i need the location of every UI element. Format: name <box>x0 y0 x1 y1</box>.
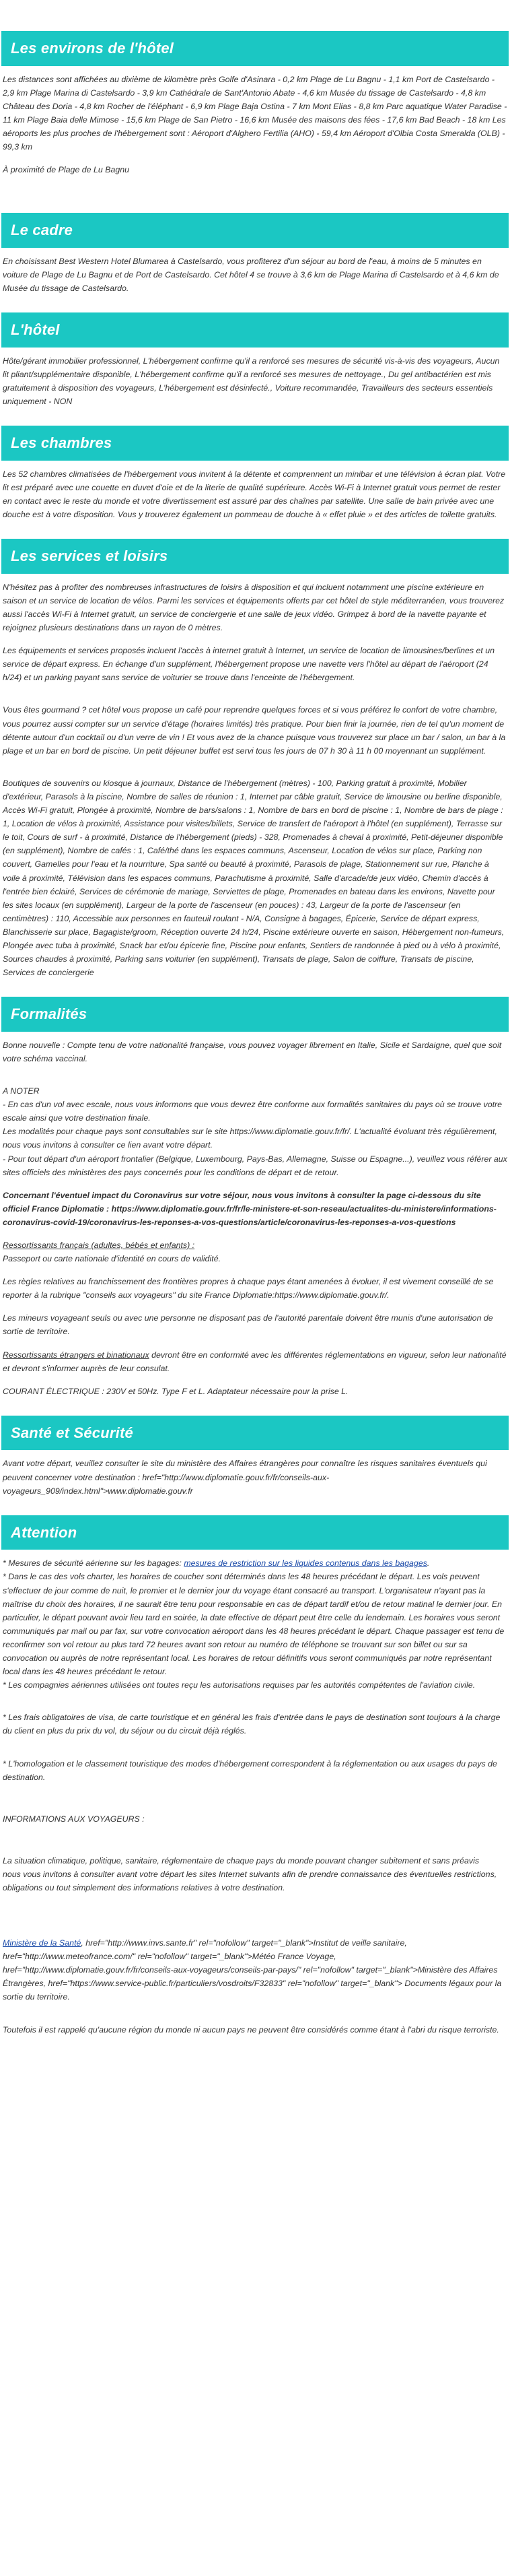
environs-proximity-text: À proximité de Plage de Lu Bagnu <box>3 165 130 175</box>
attention-baggage-text <box>3 1556 507 1570</box>
attention-invite-text: nous vous invitons à consulter avant votre départ les sites Internet suivants afin de prendre connaissance des éventuelles restrictions, obligations ou tout simplement des informations relatives à votre destination. <box>3 1869 497 1892</box>
services-dining-text: Vous êtes gourmand ? cet hôtel vous propose un café pour reprendre quelques forces et si vous préférez le confort de votre chambre, vous pourrez aussi compter sur un service d'étage (horaires limités) très pratique. Pour bien finir la journée, rien de tel qu'un moment de détente autour d'un cocktail ou d'un verre de vin ! Et vous avez de la chance puisque vous trouverez sur place un bar / salon, un bar à la plage et un bar en bord de piscine. Un petit déjeuner buffet est servi tous les jours de 07 h 30 à 11 h 00 moyennant un supplément. <box>3 705 506 756</box>
section-title-cadre: Le cadre <box>1 213 509 248</box>
section-cadre <box>0 213 510 295</box>
formalites-french-nationals-body: Passeport ou carte nationale d'identité en cours de validité. <box>3 1254 221 1264</box>
attention-links-text <box>3 1936 507 2004</box>
liquid-restrictions-link[interactable]: mesures de restriction sur les liquides contenus dans les bagages <box>184 1558 427 1568</box>
attention-terrorism-text: Toutefois il est rappelé qu'aucune région du monde ni aucun pays ne peuvent être considérés comme étant à l'abri du risque terroriste. <box>3 2024 499 2035</box>
formalites-foreigners-text <box>3 1348 507 1375</box>
attention-situation-text: La situation climatique, politique, sanitaire, réglementaire de chaque pays du monde pouvant changer subitement et sans préavis <box>3 1855 480 1865</box>
section-hotel <box>0 312 510 408</box>
attention-homologation-text: * L'homologation et le classement touristique des modes d'hébergement correspondent à la réglementation ou aux usages du pays de destination. <box>3 1758 497 1782</box>
section-title-attention: Attention <box>1 1515 509 1550</box>
attention-links-rest: , href="http://www.invs.sante.fr" rel="nofollow" target="_blank">Institut de veille sanitaire, href="http://www.meteofrance.com/" rel="nofollow" target="_blank">Météo France Voyage, href="http://www.diplomatie.gouv.fr/fr/conseils-aux-voyageurs/conseils-par-pays/" rel="nofollow" target="_blank">Ministère des Affaires Étrangères, href="https://www.service-public.fr/particuliers/vosdroits/F32833" rel="nofollow" target="_blank"> Documents légaux pour la sortie du territoire. <box>3 1938 502 2002</box>
attention-visa-text: * Les frais obligatoires de visa, de carte touristique et en général les frais d'entrée dans le pays de destination sont toujours à la charge du client en plus du prix du vol, du séjour ou du circuit déjà réglés. <box>3 1713 501 1736</box>
formalites-border-rules-text: Les règles relatives au franchissement des frontières propres à chaque pays étant amenées à évoluer, il est vivement conseillé de se reporter à la rubrique "conseils aux voyageurs" du site France Diplomatie:https://www.diplomatie.gouv.fr/. <box>3 1277 494 1300</box>
formalites-french-nationals-title: Ressortissants français (adultes, bébés et enfants) : <box>3 1241 195 1250</box>
formalites-good-news: Bonne nouvelle : Compte tenu de votre nationalité française, vous pouvez voyager librement en Italie, Sicile et Sardaigne, quel que soit votre schéma vaccinal. <box>3 1040 502 1063</box>
formalites-electricity-text: COURANT ÉLECTRIQUE : 230V et 50Hz. Type F et L. Adaptateur nécessaire pour la prise L. <box>3 1386 349 1396</box>
attention-baggage-post: . <box>427 1558 430 1568</box>
section-chambres <box>0 426 510 521</box>
section-sante <box>0 1416 510 1498</box>
attention-charter-text: * Dans le cas des vols charter, les horaires de coucher sont déterminés dans les 48 heures précédant le départ. Les vols peuvent s'effectuer de jour comme de nuit, le premier et le dernier jour du voyage étant consacré au transport. L'organisateur n'ayant pas la maîtrise du choix des horaires, il ne saurait être tenu pour responsable en cas de départ tardif et/ou de retour matinal le dernier jour. En particulier, le départ pouvant avoir lieu tard en soirée, la date effective de départ peut être celle du lendemain. Les horaires vous seront communiqués par mail ou par fax, sur votre convocation aéroport dans les 48 heures précédant le départ. Chaque passager est tenu de reconfirmer son vol retour au plus tard 72 heures avant son retour au numéro de téléphone se trouvant sur son billet ou sur sa convocation ou auprès de notre représentant local. Les horaires de retour définitifs vous seront communiqués par notre représentant local dans les 48 heures précédant le retour. <box>3 1572 505 1677</box>
services-intro-text: N'hésitez pas à profiter des nombreuses infrastructures de loisirs à disposition et qui incluent notamment une piscine extérieure en saison et un service de location de vélos. Parmi les services et équipements offerts par cet hôtel de style méditerranéen, vous trouverez aussi l'accès Wi-Fi à Internet gratuit, un service de conciergerie et une salle de jeux vidéo. Grimpez à bord de la navette payante et rejoignez plusieurs destinations dans un rayon de 0 mètres. <box>3 582 505 633</box>
health-ministry-link[interactable]: Ministère de la Santé <box>3 1938 81 1948</box>
formalites-note-border-airport: - Pour tout départ d'un aéroport frontalier (Belgique, Luxembourg, Pays-Bas, Allemagne, Suisse ou Espagne...), veuillez vous référer aux sites officiels des ministères des pays concernés pour les conditions de départ et de retour. <box>3 1154 507 1177</box>
formalites-minors-text: Les mineurs voyageant seuls ou avec une personne ne disposant pas de l'autorité parentale doivent être munis d'une autorisation de sortie de territoire. <box>3 1313 493 1337</box>
attention-airlines-text: * Les compagnies aériennes utilisées ont toutes reçu les autorisations requises par les autorités compétentes de l'aviation civile. <box>3 1680 476 1690</box>
section-title-environs: Les environs de l'hôtel <box>1 31 509 66</box>
services-amenities-list: Boutiques de souvenirs ou kiosque à journaux, Distance de l'hébergement (mètres) - 100, Parking gratuit à proximité, Mobilier d'extérieur, Parasols à la piscine, Nombre de salles de réunion : 1, Internet par câble gratuit, Service de limousine ou berline disponible, Accès Wi-Fi gratuit, Plongée à proximité, Nombre de bars/salons : 1, Nombre de bars en bord de piscine : 1, Nombre de bars de plage : 1, Location de vélos à proximité, Assistance pour visites/billets, Service de transfert de l'aéroport à l'hôtel (en supplément), Terrasse sur le toit, Cours de surf - à proximité, Distance de l'hébergement (pieds) - 328, Promenades à cheval à proximité, Petit-déjeuner disponible (en supplément), Nombre de cafés : 1, Café/thé dans les espaces communs, Ascenseur, Location de vélos sur place, Parking non couvert, Gamelles pour l'eau et la nourriture, Spa santé ou beauté à proximité, Parasols de plage, Stationnement sur rue, Planche à voile à proximité, Télévision dans les espaces communs, Parachutisme à proximité, Salle d'arcade/de jeux vidéo, Chemin d'accès à l'entrée bien éclairé, Services de cérémonie de mariage, Serviettes de plage, Promenades en bateau dans les environs, Navette pour les sites locaux (en supplément), Largeur de la porte de l'ascenseur (en pouces) : 43, Largeur de la porte de l'ascenseur (en centimètres) : 110, Accessible aux personnes en fauteuil roulant - N/A, Consigne à bagages, Épicerie, Service de départ express, Blanchisserie sur place, Bagagiste/groom, Réception ouverte 24 h/24, Piscine extérieure ouverte en saison, Hébergement non-fumeurs, Plongée avec tuba à proximité, Snack bar et/ou épicerie fine, Piscine pour enfants, Sentiers de randonnée à pied ou à vélo à proximité, Sources chaudes à proximité, Parking sans voiturier (en supplément), Transats de plage, Salon de coiffure, Transats de piscine, Services de conciergerie <box>3 778 505 978</box>
section-environs <box>0 31 510 176</box>
sante-text: Avant votre départ, veuillez consulter le site du ministère des Affaires étrangères pour connaître les risques sanitaires éventuels qui peuvent concerner votre destination : href="http://www.diplomatie.gouv.fr/fr/conseils-aux-voyageurs_909/index.html">www.diplomatie.gouv.fr <box>3 1459 487 1496</box>
section-formalites <box>0 997 510 1398</box>
section-title-hotel: L'hôtel <box>1 312 509 348</box>
services-equipment-text: Les équipements et services proposés incluent l'accès à internet gratuit à Internet, un service de location de limousines/berlines et un service de départ express. En échange d'un supplément, l'hébergement propose une navette vers l'hôtel au départ de l'aéroport (24 h/24) et un parking payant sans service de voiturier se trouve dans l'enceinte de l'hébergement. <box>3 646 495 683</box>
formalites-note-stopover: - En cas d'un vol avec escale, nous vous informons que vous devrez être conforme aux formalités sanitaires du pays où se trouve votre escale ainsi que votre destination finale. <box>3 1100 503 1123</box>
section-title-services: Les services et loisirs <box>1 539 509 574</box>
formalites-note-heading: A NOTER <box>3 1086 40 1096</box>
section-title-sante: Santé et Sécurité <box>1 1416 509 1451</box>
chambres-text: Les 52 chambres climatisées de l'hébergement vous invitent à la détente et comprennent un minibar et une télévision à écran plat. Votre lit est préparé avec une couette en duvet d'oie et de la literie de qualité supérieure. Accès Wi-Fi à Internet gratuit vous permet de rester en contact avec le reste du monde et votre divertissement est assuré par des chaînes par satellite. Une salle de bain privée avec une douche est à votre disposition. Vous y trouverez également un pommeau de douche à « effet pluie » et des articles de toilette gratuits. <box>3 469 506 520</box>
section-attention <box>0 1515 510 2037</box>
formalites-note-modalities: Les modalités pour chaque pays sont consultables sur le site https://www.diplomatie.gouv.fr/fr/. L'actualité évoluant très régulièrement, nous vous invitons à consulter ce lien avant votre départ. <box>3 1127 497 1150</box>
environs-distances-text: Les distances sont affichées au dixième de kilomètre près Golfe d'Asinara - 0,2 km Plage de Lu Bagnu - 1,1 km Port de Castelsardo - 2,9 km Plage Marina di Castelsardo - 3,9 km Cathédrale de Sant'Antonio Abate - 4,6 km Musée du tissage de Castelsardo - 4,8 km Château des Doria - 4,8 km Rocher de l'éléphant - 6,9 km Plage Baja Ostina - 7 km Mont Elias - 8,8 km Parc aquatique Water Paradise - 11 km Plage Baia delle Mimose - 15,6 km Plage de San Pietro - 16,6 km Musée des maisons des fées - 17,6 km Bad Beach - 18 km Les aéroports les plus proches de l'hébergement sont : Aéroport d'Alghero Fertilia (AHO) - 59,4 km Aéroport d'Olbia Costa Smeralda (OLB) - 99,3 km <box>3 74 507 152</box>
formalites-coronavirus-text: Concernant l'éventuel impact du Coronavirus sur votre séjour, nous vous invitons à consulter la page ci-dessous du site officiel France Diplomatie : https://www.diplomatie.gouv.fr/fr/le-ministere-et-son-reseau/actualites-du-ministere/informations-coronavirus-covid-19/coronavirus-les-reponses-a-vos-questions/article/coronavirus-les-reponses-a-vos-questions <box>3 1190 497 1227</box>
section-services <box>0 539 510 979</box>
hotel-text: Hôte/gérant immobilier professionnel, L'hébergement confirme qu'il a renforcé ses mesures de sécurité vis-à-vis des voyageurs, Aucun lit pliant/supplémentaire disponible, L'hébergement confirme qu'il a renforcé ses mesures de nettoyage., Du gel antibactérien est mis gratuitement à disposition des voyageurs, L'hébergement est désinfecté., Voiture recommandée, Travailleurs des secteurs essentiels uniquement - NON <box>3 356 500 407</box>
section-title-formalites: Formalités <box>1 997 509 1032</box>
formalites-foreigners-rest: devront être en conformité avec les différentes réglementations en vigueur, selon leur nationalité et devront s'informer auprès de leur consulat. <box>3 1350 507 1373</box>
attention-info-heading: INFORMATIONS AUX VOYAGEURS : <box>3 1814 145 1824</box>
attention-baggage-pre: * Mesures de sécurité aérienne sur les bagages: <box>3 1558 184 1568</box>
formalites-foreigners-label: Ressortissants étrangers et binationaux <box>3 1350 149 1360</box>
section-title-chambres: Les chambres <box>1 426 509 461</box>
cadre-text: En choisissant Best Western Hotel Blumarea à Castelsardo, vous profiterez d'un séjour au bord de l'eau, à moins de 5 minutes en voiture de Plage de Lu Bagnu et de Port de Castelsardo. Cet hôtel 4 se trouve à 3,6 km de Plage Marina di Castelsardo et à 4,6 km de Musée du tissage de Castelsardo. <box>3 256 499 294</box>
